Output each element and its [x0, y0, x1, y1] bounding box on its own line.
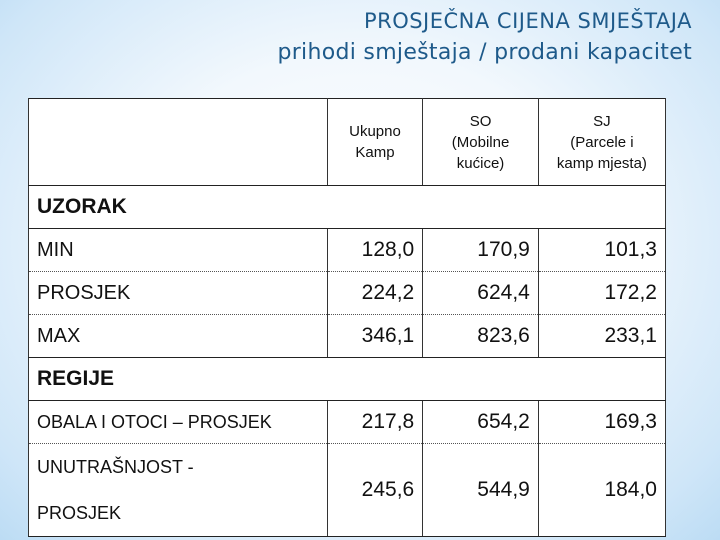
section-title: REGIJE — [37, 367, 115, 390]
row-label-line: PROSJEK — [37, 503, 122, 523]
section-cell — [29, 186, 666, 229]
value-sj: 169,3 — [538, 401, 665, 444]
section-cell — [29, 358, 666, 401]
section-row-uzorak — [29, 186, 666, 229]
section-title: UZORAK — [37, 195, 127, 218]
table-row — [29, 272, 666, 315]
header-empty-cell — [29, 99, 328, 186]
header-ukupno-kamp — [327, 99, 423, 186]
title-subtitle: prihodi smještaja / prodani kapacitet — [277, 40, 692, 65]
page-title — [277, 6, 692, 68]
value-so: 654,2 — [423, 401, 539, 444]
header-text: SO — [469, 112, 492, 130]
title-main: PROSJEČNA CIJENA SMJEŠTAJA — [363, 9, 692, 33]
header-text: (Mobilne — [451, 133, 510, 151]
header-text: (Parcele i — [570, 133, 634, 151]
value-so: 823,6 — [423, 315, 539, 358]
header-sj — [538, 99, 665, 186]
value-sj: 184,0 — [538, 444, 665, 537]
table-row — [29, 401, 666, 444]
value-ukupno: 245,6 — [327, 444, 423, 537]
header-so — [423, 99, 539, 186]
row-label: PROSJEK — [29, 272, 328, 315]
row-label — [29, 444, 328, 537]
value-so: 624,4 — [423, 272, 539, 315]
value-sj: 172,2 — [538, 272, 665, 315]
row-label: MAX — [29, 315, 328, 358]
header-text: kućice) — [456, 154, 505, 172]
row-label-line: UNUTRAŠNJOST - — [37, 457, 194, 477]
value-ukupno: 128,0 — [327, 229, 423, 272]
header-text: SJ — [593, 112, 611, 130]
value-so: 544,9 — [423, 444, 539, 537]
row-label: OBALA I OTOCI – PROSJEK — [29, 401, 328, 444]
value-ukupno: 224,2 — [327, 272, 423, 315]
price-table — [28, 98, 666, 537]
header-text: Kamp — [355, 144, 395, 161]
value-ukupno: 346,1 — [327, 315, 423, 358]
section-row-regije — [29, 358, 666, 401]
value-sj: 233,1 — [538, 315, 665, 358]
value-sj: 101,3 — [538, 229, 665, 272]
table-header-row — [29, 99, 666, 186]
table-row — [29, 444, 666, 537]
value-so: 170,9 — [423, 229, 539, 272]
table-row — [29, 315, 666, 358]
table-row — [29, 229, 666, 272]
value-ukupno: 217,8 — [327, 401, 423, 444]
row-label: MIN — [29, 229, 328, 272]
header-text: Ukupno — [349, 123, 401, 140]
header-text: kamp mjesta) — [556, 154, 647, 172]
